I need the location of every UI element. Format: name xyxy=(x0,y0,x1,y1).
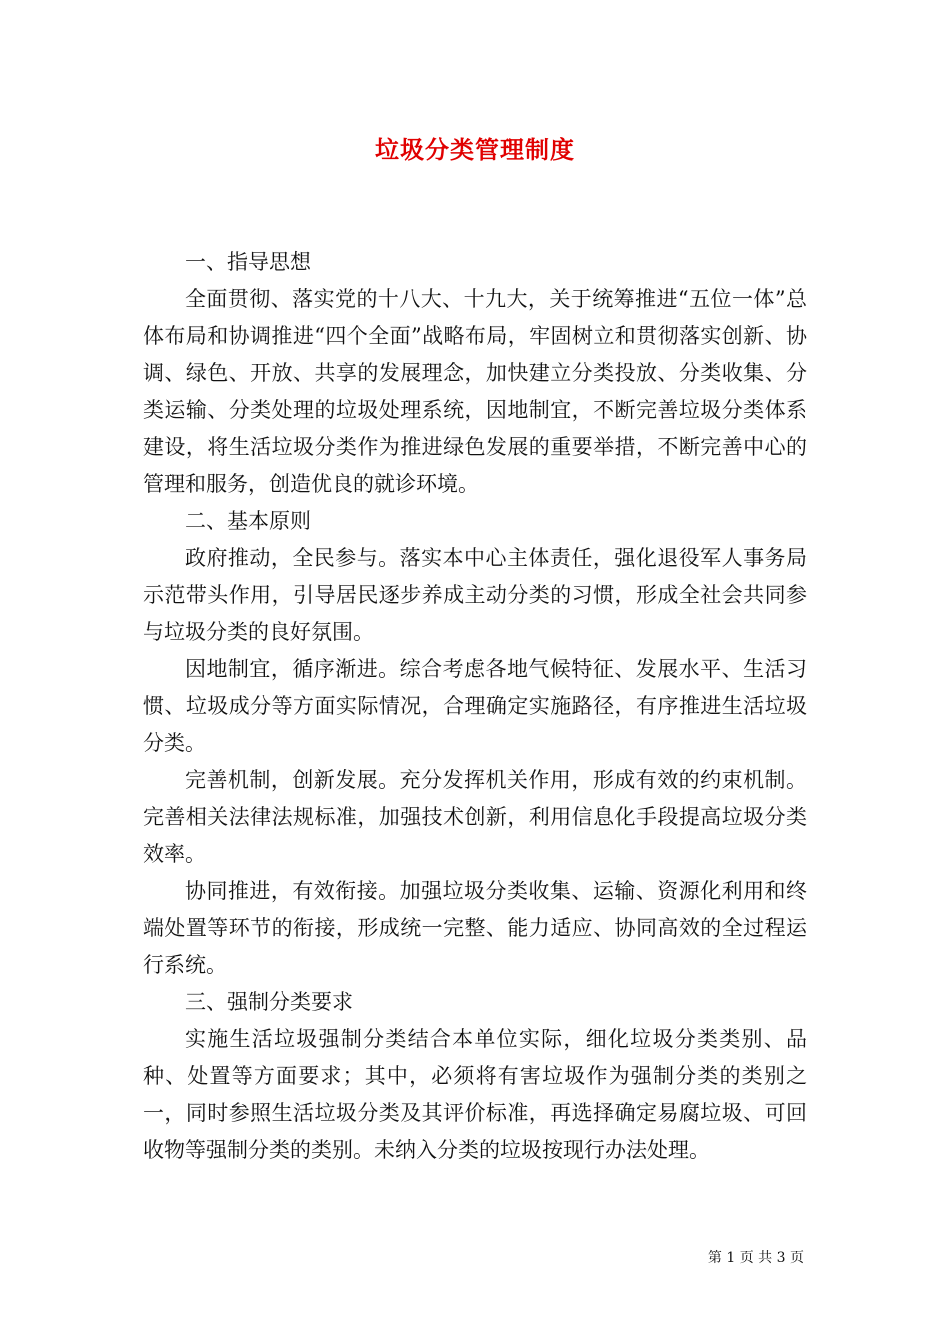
section-guiding-ideology xyxy=(143,244,807,503)
section-basic-principles xyxy=(143,503,807,984)
document-title: 垃圾分类管理制度 xyxy=(375,135,575,164)
section-heading: 一、指导思想 xyxy=(185,250,311,274)
paragraph: 协同推进，有效衔接。加强垃圾分类收集、运输、资源化利用和终端处置等环节的衔接，形成统一完整、能力适应、协同高效的全过程运行系统。 xyxy=(143,879,807,977)
paragraph: 实施生活垃圾强制分类结合本单位实际，细化垃圾分类类别、品种、处置等方面要求；其中，必须将有害垃圾作为强制分类的类别之一，同时参照生活垃圾分类及其评价标准，再选择确定易腐垃圾、可回收物等强制分类的类别。未纳入分类的垃圾按现行办法处理。 xyxy=(143,1027,807,1162)
paragraph: 因地制宜，循序渐进。综合考虑各地气候特征、发展水平、生活习惯、垃圾成分等方面实际情况，合理确定实施路径，有序推进生活垃圾分类。 xyxy=(143,657,807,755)
section-mandatory-classification xyxy=(143,984,807,1169)
page-number: 第 1 页 共 3 页 xyxy=(707,1250,804,1266)
paragraph: 完善机制，创新发展。充分发挥机关作用，形成有效的约束机制。完善相关法律法规标准，加强技术创新，利用信息化手段提高垃圾分类效率。 xyxy=(143,768,807,866)
section-heading: 三、强制分类要求 xyxy=(185,990,353,1014)
section-heading: 二、基本原则 xyxy=(185,509,311,533)
document-body xyxy=(143,244,807,1169)
paragraph: 全面贯彻、落实党的十八大、十九大，关于统筹推进“五位一体”总体布局和协调推进“四个全面”战略布局，牢固树立和贯彻落实创新、协调、绿色、开放、共享的发展理念，加快建立分类投放、分类收集、分类运输、分类处理的垃圾处理系统，因地制宜，不断完善垃圾分类体系建设，将生活垃圾分类作为推进绿色发展的重要举措，不断完善中心的管理和服务，创造优良的就诊环境。 xyxy=(143,287,807,496)
paragraph: 政府推动，全民参与。落实本中心主体责任，强化退役军人事务局示范带头作用，引导居民逐步养成主动分类的习惯，形成全社会共同参与垃圾分类的良好氛围。 xyxy=(143,546,807,644)
